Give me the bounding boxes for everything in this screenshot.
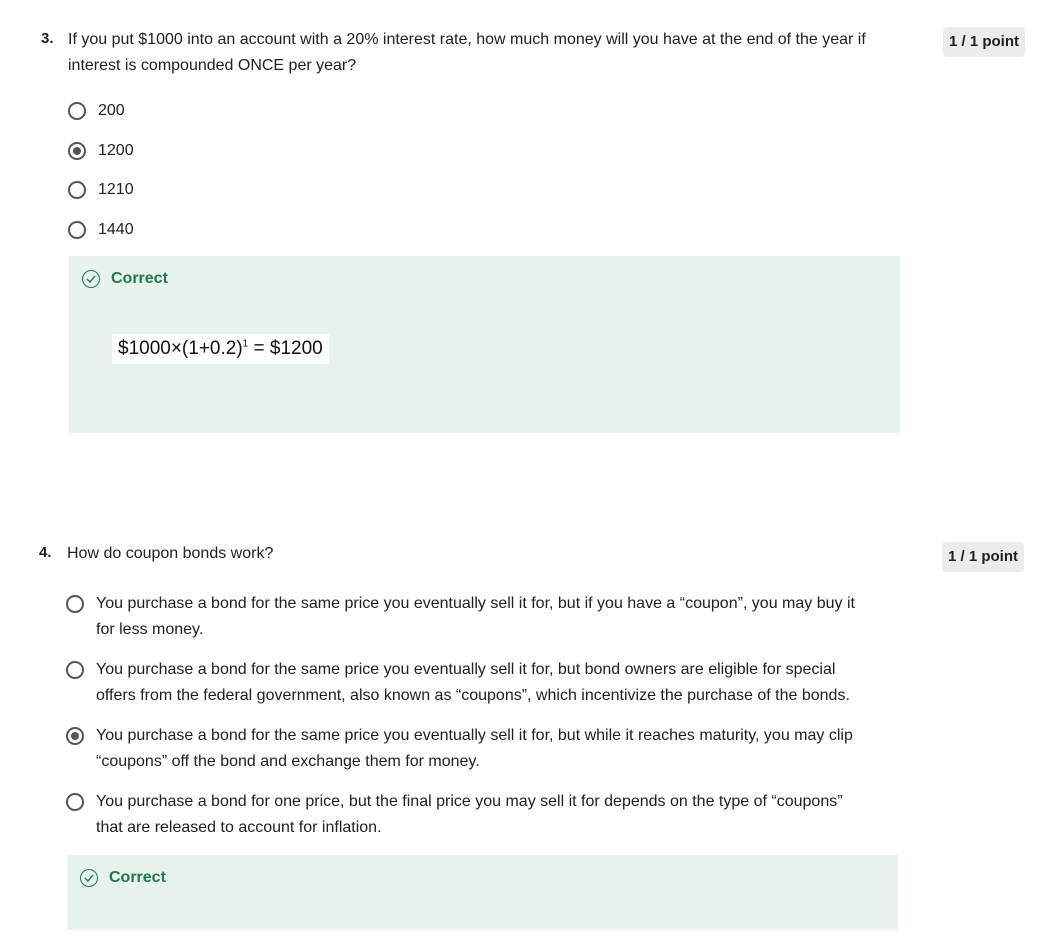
- score-badge: 1 / 1 point: [943, 27, 1025, 57]
- explanation-formula: [112, 334, 329, 364]
- answer-option-line: You purchase a bond for the same price you eventually sell it for, but if you have a “coupon”, you may buy it: [96, 595, 855, 612]
- answer-option-line: You purchase a bond for one price, but the final price you may sell it for depends on the type of “coupons”: [96, 793, 843, 810]
- check-circle-icon: [80, 869, 98, 887]
- answer-option-label: [96, 657, 850, 709]
- radio-button[interactable]: [68, 181, 86, 199]
- answer-option[interactable]: [68, 138, 134, 164]
- radio-button[interactable]: [68, 102, 86, 120]
- formula-exponent: 1: [242, 338, 249, 350]
- question-text: How do coupon bonds work?: [67, 545, 274, 562]
- radio-button[interactable]: [66, 661, 84, 679]
- answer-option-line: offers from the federal government, also known as “coupons”, which incentivize the purchase of the bonds.: [96, 687, 850, 704]
- question-text-line: If you put $1000 into an account with a 20% interest rate, how much money will you have at the end of the year if: [68, 31, 866, 48]
- correct-label: Correct: [111, 270, 168, 287]
- answer-option-line: “coupons” off the bond and exchange them for money.: [96, 753, 480, 770]
- radio-button-selected[interactable]: [68, 142, 86, 160]
- answer-option-label: 200: [98, 102, 125, 119]
- feedback-panel: [67, 855, 898, 930]
- answer-option[interactable]: [66, 657, 850, 709]
- answer-option-label: 1200: [98, 142, 134, 159]
- answer-option-label: [96, 789, 843, 841]
- answer-option[interactable]: [68, 177, 134, 203]
- answer-option[interactable]: [66, 723, 853, 775]
- answer-option-label: 1440: [98, 221, 134, 238]
- answer-option-label: 1210: [98, 181, 134, 198]
- answer-option-line: You purchase a bond for the same price you eventually sell it for, but bond owners are eligible for special: [96, 661, 836, 678]
- radio-button-selected[interactable]: [66, 727, 84, 745]
- radio-button[interactable]: [68, 221, 86, 239]
- answer-option-label: [96, 723, 853, 775]
- formula-right: = $1200: [248, 338, 323, 359]
- radio-button[interactable]: [66, 595, 84, 613]
- answer-option[interactable]: [68, 217, 134, 243]
- question-text: [68, 27, 866, 79]
- correct-status: [82, 270, 168, 288]
- check-circle-icon: [82, 270, 100, 288]
- score-badge: 1 / 1 point: [942, 542, 1024, 572]
- correct-status: [80, 869, 166, 887]
- answer-option[interactable]: [68, 98, 125, 124]
- answer-option-label: [96, 591, 855, 643]
- answer-option[interactable]: [66, 591, 855, 643]
- answer-option-line: for less money.: [96, 621, 204, 638]
- answer-option[interactable]: [66, 789, 843, 841]
- question-number: 3.: [41, 30, 54, 47]
- question-number: 4.: [39, 544, 52, 561]
- question-text-line: interest is compounded ONCE per year?: [68, 57, 357, 74]
- radio-button[interactable]: [66, 793, 84, 811]
- answer-option-line: that are released to account for inflation.: [96, 819, 382, 836]
- feedback-panel: [69, 256, 900, 433]
- answer-option-line: You purchase a bond for the same price you eventually sell it for, but while it reaches maturity, you may clip: [96, 727, 853, 744]
- correct-label: Correct: [109, 869, 166, 886]
- formula-left: $1000×(1+0.2): [118, 338, 243, 359]
